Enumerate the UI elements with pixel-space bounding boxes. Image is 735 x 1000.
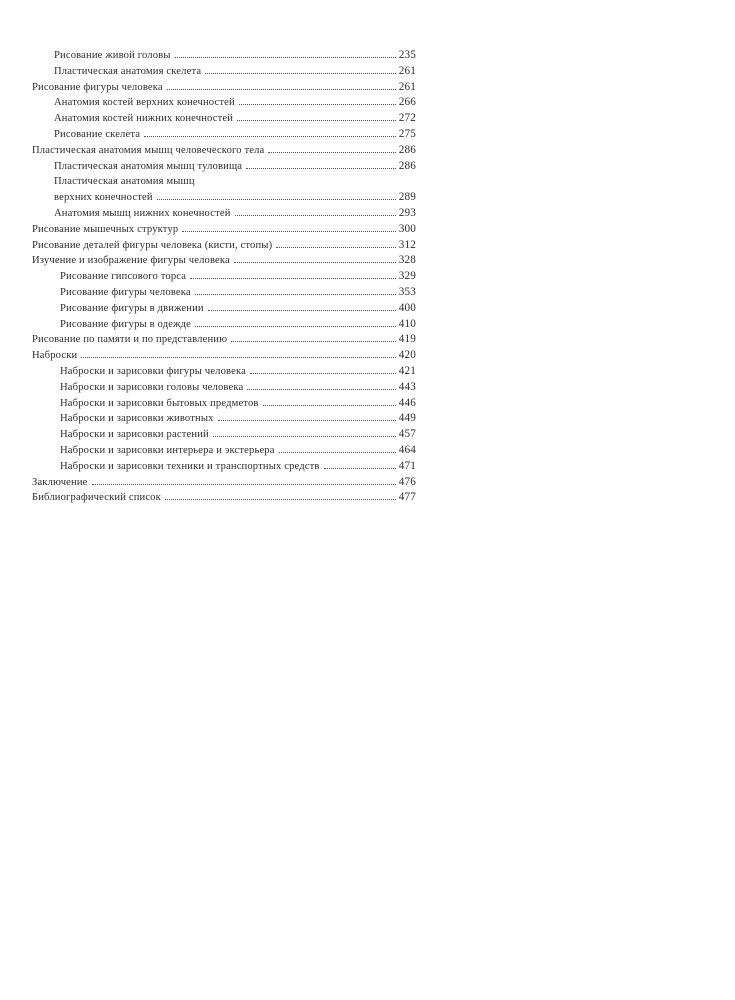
toc-entry — [32, 285, 416, 301]
toc-page-number: 275 — [398, 127, 416, 140]
toc-entry — [32, 301, 416, 317]
dot-leader — [190, 278, 396, 279]
dot-leader — [92, 484, 396, 485]
toc-page-number: 328 — [398, 254, 416, 267]
toc-title-line1: Пластическая анатомия мышц — [54, 176, 195, 188]
toc-entry — [32, 269, 416, 285]
toc-entry — [32, 95, 416, 111]
toc-page-number: 289 — [398, 191, 416, 204]
toc-entry — [32, 222, 416, 238]
toc-page-number: 293 — [398, 206, 416, 219]
toc-title: Наброски и зарисовки головы человека — [60, 381, 244, 393]
toc-page-number: 235 — [398, 49, 416, 61]
dot-leader — [205, 73, 396, 74]
toc-entry — [32, 317, 416, 333]
dot-leader — [324, 468, 396, 469]
dot-leader — [237, 120, 396, 121]
dot-leader — [231, 341, 396, 342]
toc-title: Рисование деталей фигуры человека (кисти, стопы) — [32, 239, 273, 251]
toc-page-number: 266 — [398, 96, 416, 109]
dot-leader — [182, 231, 395, 232]
toc-title: Наброски и зарисовки интерьера и экстерьера — [60, 444, 275, 456]
toc-page-number: 420 — [398, 349, 416, 362]
toc-title: Анатомия костей верхних конечностей — [54, 97, 235, 109]
toc-entry — [32, 238, 416, 254]
toc-title: Анатомия мышц нижних конечностей — [54, 207, 231, 219]
dot-leader — [234, 262, 396, 263]
toc-page-number: 261 — [398, 80, 416, 93]
toc-title: Рисование фигуры человека — [32, 81, 163, 93]
toc-page-number: 286 — [398, 159, 416, 172]
toc-title: Наброски — [32, 350, 78, 362]
toc-entry — [32, 348, 416, 364]
dot-leader — [195, 294, 396, 295]
toc-entry — [32, 253, 416, 269]
dot-leader — [165, 499, 396, 500]
toc-title: Рисование фигуры в движении — [60, 302, 204, 314]
toc-title: Заключение — [32, 476, 88, 488]
toc-page-number: 312 — [398, 238, 416, 251]
toc-page-number: 261 — [398, 64, 416, 77]
toc-entry — [32, 475, 416, 491]
toc-entry — [32, 48, 416, 64]
toc-entry — [32, 127, 416, 143]
toc-title: Наброски и зарисовки фигуры человека — [60, 365, 246, 377]
toc-title: Наброски и зарисовки растений — [60, 429, 209, 441]
toc-page-number: 272 — [398, 112, 416, 125]
toc-title: Рисование живой головы — [54, 50, 171, 61]
toc-page-number: 476 — [398, 475, 416, 488]
toc-title: Рисование фигуры в одежде — [60, 318, 191, 330]
toc-title: Изучение и изображение фигуры человека — [32, 255, 230, 267]
toc-page-number: 464 — [398, 443, 416, 456]
dot-leader — [213, 436, 396, 437]
toc-page-number: 449 — [398, 412, 416, 425]
toc-title: Рисование по памяти и по представлению — [32, 334, 228, 346]
table-of-contents — [32, 48, 416, 506]
toc-entry — [32, 490, 416, 506]
dot-leader — [81, 357, 395, 358]
toc-page-number: 400 — [398, 301, 416, 314]
dot-leader — [157, 199, 396, 200]
dot-leader — [239, 104, 396, 105]
toc-page-number: 419 — [398, 333, 416, 346]
dot-leader — [246, 168, 396, 169]
toc-page-number: 329 — [398, 270, 416, 283]
toc-title: Пластическая анатомия мышц человеческого тела — [32, 144, 265, 156]
dot-leader — [208, 310, 396, 311]
toc-entry — [32, 459, 416, 475]
toc-title: Рисование скелета — [54, 128, 141, 140]
dot-leader — [235, 215, 396, 216]
toc-page-number: 286 — [398, 143, 416, 156]
toc-page-number: 457 — [398, 428, 416, 441]
toc-entry — [32, 443, 416, 459]
toc-page-number: 446 — [398, 396, 416, 409]
toc-entry — [32, 427, 416, 443]
toc-entry — [32, 396, 416, 412]
toc-entry — [32, 80, 416, 96]
toc-entry — [32, 332, 416, 348]
toc-title: Пластическая анатомия мышц туловища — [54, 160, 243, 172]
dot-leader — [268, 152, 395, 153]
toc-entry — [32, 206, 416, 222]
toc-entry — [32, 143, 416, 159]
toc-page-number: 410 — [398, 317, 416, 330]
toc-entry — [32, 411, 416, 427]
toc-page-number: 421 — [398, 364, 416, 377]
toc-page-number: 471 — [398, 459, 416, 472]
toc-page-number: 353 — [398, 285, 416, 298]
toc-title: Рисование гипсового торса — [60, 271, 187, 283]
toc-title: Пластическая анатомия скелета — [54, 65, 202, 77]
dot-leader — [195, 326, 396, 327]
toc-page-number: 443 — [398, 380, 416, 393]
toc-title: Наброски и зарисовки техники и транспортных средств — [60, 460, 320, 472]
toc-page-number: 300 — [398, 222, 416, 235]
toc-title: верхних конечностей — [54, 192, 153, 204]
toc-entry — [32, 380, 416, 396]
toc-entry — [32, 364, 416, 380]
toc-title: Библиографический список — [32, 492, 161, 504]
toc-entry — [32, 159, 416, 175]
toc-title: Наброски и зарисовки животных — [60, 413, 214, 425]
toc-title: Наброски и зарисовки бытовых предметов — [60, 397, 259, 409]
dot-leader — [250, 373, 396, 374]
dot-leader — [279, 452, 396, 453]
toc-entry — [32, 64, 416, 80]
dot-leader — [167, 89, 396, 90]
toc-title: Анатомия костей нижних конечностей — [54, 113, 234, 125]
toc-entry — [32, 174, 416, 206]
dot-leader — [144, 136, 396, 137]
toc-entry — [32, 111, 416, 127]
dot-leader — [247, 389, 395, 390]
dot-leader — [263, 405, 396, 406]
toc-page-number: 477 — [398, 491, 416, 504]
toc-title: Рисование мышечных структур — [32, 223, 179, 235]
dot-leader — [218, 420, 396, 421]
dot-leader — [175, 57, 396, 58]
dot-leader — [276, 247, 396, 248]
toc-title: Рисование фигуры человека — [60, 286, 191, 298]
